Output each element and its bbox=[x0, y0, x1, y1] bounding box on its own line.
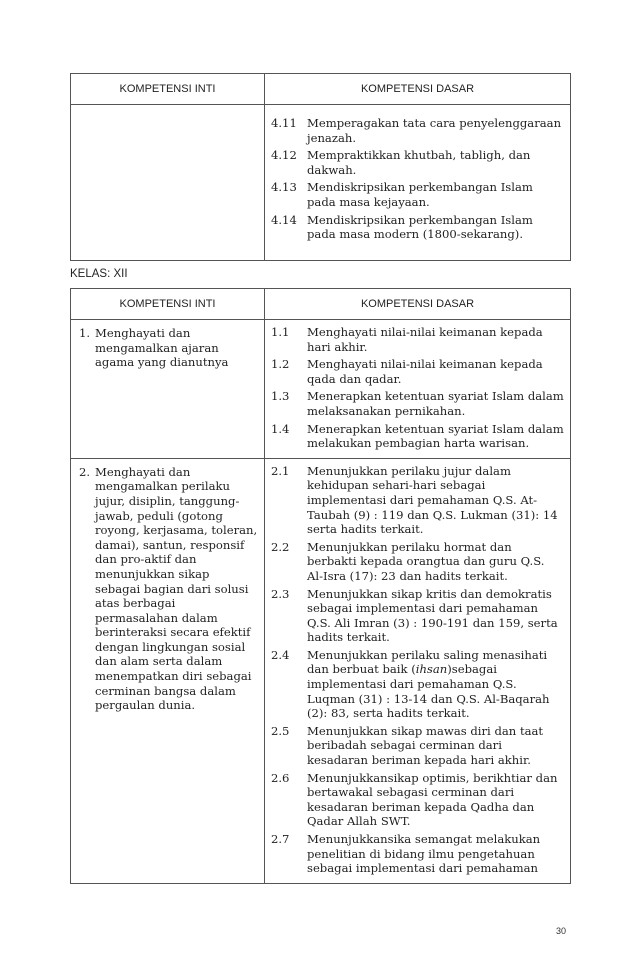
kd-text: Mendiskripsikan perkembangan Islam pada masa modern (1800-sekarang). bbox=[307, 212, 533, 242]
kompetensi-table-2 bbox=[70, 288, 571, 884]
header-kompetensi-dasar: KOMPETENSI DASAR bbox=[265, 74, 571, 105]
kd-text: Menerapkan ketentuan syariat Islam dalam melaksanakan pernikahan. bbox=[307, 389, 564, 418]
kd-text-part: Menunjukkan perilaku saling menasihati dan berbuat baik ( bbox=[307, 647, 548, 677]
kd-text: Menunjukkan perilaku jujur dalam kehidupan sehari-hari sebagai implementasi dari pemahaman Q.S. At-Taubah (9) : 119 dan Q.S. Lukman (31): 14 serta hadits terkait. bbox=[307, 463, 558, 537]
header-kompetensi-dasar: KOMPETENSI DASAR bbox=[265, 289, 571, 320]
kd-text: Menunjukkansika semangat melakukan penelitian di bidang ilmu pengetahuan sebagai implementasi dari pemahaman bbox=[307, 832, 541, 876]
kd-item bbox=[271, 116, 564, 145]
kd-number: 2.5 bbox=[271, 723, 290, 738]
ki-number: 2. bbox=[79, 464, 91, 479]
kd-text: Menunjukkan sikap kritis dan demokratis sebagai implementasi dari pemahaman Q.S. Ali Imran (3) : 190-191 dan 159, serta hadits terkait. bbox=[307, 586, 558, 645]
kd-text: Menerapkan ketentuan syariat Islam dalam melakukan pembagian harta warisan. bbox=[307, 421, 564, 451]
kd-text: Mendiskripsikan perkembangan Islam pada masa kejayaan. bbox=[307, 180, 533, 209]
ki-cell-empty bbox=[71, 105, 265, 261]
kd-item bbox=[271, 464, 564, 537]
kd-item bbox=[271, 648, 564, 721]
kompetensi-table-1 bbox=[70, 73, 571, 261]
kd-number: 2.1 bbox=[271, 463, 290, 478]
kd-item bbox=[271, 357, 564, 386]
kd-number: 1.4 bbox=[271, 421, 290, 436]
kd-number: 4.11 bbox=[271, 116, 297, 130]
kd-number: 1.2 bbox=[271, 357, 290, 372]
kd-text-part: )sebagai implementasi dari pemahaman Q.S. Luqman (31) : 13-14 dan Q.S. Al-Baqarah (2): 83, serta hadits terkait. bbox=[307, 662, 550, 721]
kd-item bbox=[271, 724, 564, 768]
kelas-label: KELAS: XII bbox=[70, 268, 128, 280]
kd-text: Memperagakan tata cara penyelenggaraan jenazah. bbox=[307, 116, 562, 145]
kd-text: Menghayati nilai-nilai keimanan kepada hari akhir. bbox=[307, 325, 543, 354]
kd-text: Mempraktikkan khutbah, tabligh, dan dakwah. bbox=[307, 148, 531, 177]
kd-number: 1.3 bbox=[271, 389, 290, 404]
kd-text bbox=[307, 648, 564, 721]
page-number: 30 bbox=[555, 926, 566, 936]
kd-cell bbox=[265, 320, 571, 459]
kd-number: 2.4 bbox=[271, 647, 290, 662]
kd-item bbox=[271, 180, 564, 209]
kd-number: 4.13 bbox=[271, 180, 297, 195]
kd-number: 4.12 bbox=[271, 148, 297, 163]
ki-text: Menghayati dan mengamalkan perilaku jujur, disiplin, tanggung-jawab, peduli (gotong royong, kerjasama, toleran, damai), santun, responsif dan pro-aktif dan menunjukkan sikap sebagai bagian dari solusi atas berbagai permasalahan dalam berinteraksi secara efektif dengan lingkungan sosial dan alam serta dalam menempatkan diri sebagai cerminan bangsa dalam pergaulan dunia. bbox=[95, 464, 258, 713]
kd-text: Menunjukkan sikap mawas diri dan taat beribadah sebagai cerminan dari kesadaran beriman kepada hari akhir. bbox=[307, 723, 544, 768]
kd-item bbox=[271, 148, 564, 177]
kd-item bbox=[271, 325, 564, 354]
kd-text-italic: ihsan bbox=[415, 662, 448, 677]
kd-text: Menghayati nilai-nilai keimanan kepada qada dan qadar. bbox=[307, 357, 543, 386]
kd-item bbox=[271, 771, 564, 829]
kd-item bbox=[271, 832, 564, 876]
kd-cell bbox=[265, 105, 571, 261]
kd-number: 1.1 bbox=[271, 325, 290, 339]
kd-item bbox=[271, 389, 564, 418]
kd-number: 4.14 bbox=[271, 212, 297, 227]
ki-cell bbox=[71, 458, 265, 883]
kd-number: 2.3 bbox=[271, 586, 290, 601]
kd-number: 2.6 bbox=[271, 770, 290, 785]
kd-number: 2.2 bbox=[271, 539, 290, 554]
ki-cell bbox=[71, 320, 265, 459]
kd-item bbox=[271, 587, 564, 645]
kd-number: 2.7 bbox=[271, 832, 290, 846]
header-kompetensi-inti: KOMPETENSI INTI bbox=[71, 74, 265, 105]
kd-text: Menunjukkan perilaku hormat dan berbakti kepada orangtua dan guru Q.S. Al-Isra (17): 23 dan hadits terkait. bbox=[307, 539, 545, 583]
kd-item bbox=[271, 213, 564, 242]
kd-item bbox=[271, 540, 564, 584]
ki-text: Menghayati dan mengamalkan ajaran agama yang dianutnya bbox=[95, 326, 229, 370]
header-kompetensi-inti: KOMPETENSI INTI bbox=[71, 289, 265, 320]
ki-number: 1. bbox=[79, 326, 91, 340]
kd-cell bbox=[265, 458, 571, 883]
kd-text: Menunjukkansikap optimis, berikhtiar dan bertawakal sebagasi cerminan dari kesadaran beriman kepada Qadha dan Qadar Allah SWT. bbox=[307, 770, 558, 829]
kd-item bbox=[271, 422, 564, 451]
